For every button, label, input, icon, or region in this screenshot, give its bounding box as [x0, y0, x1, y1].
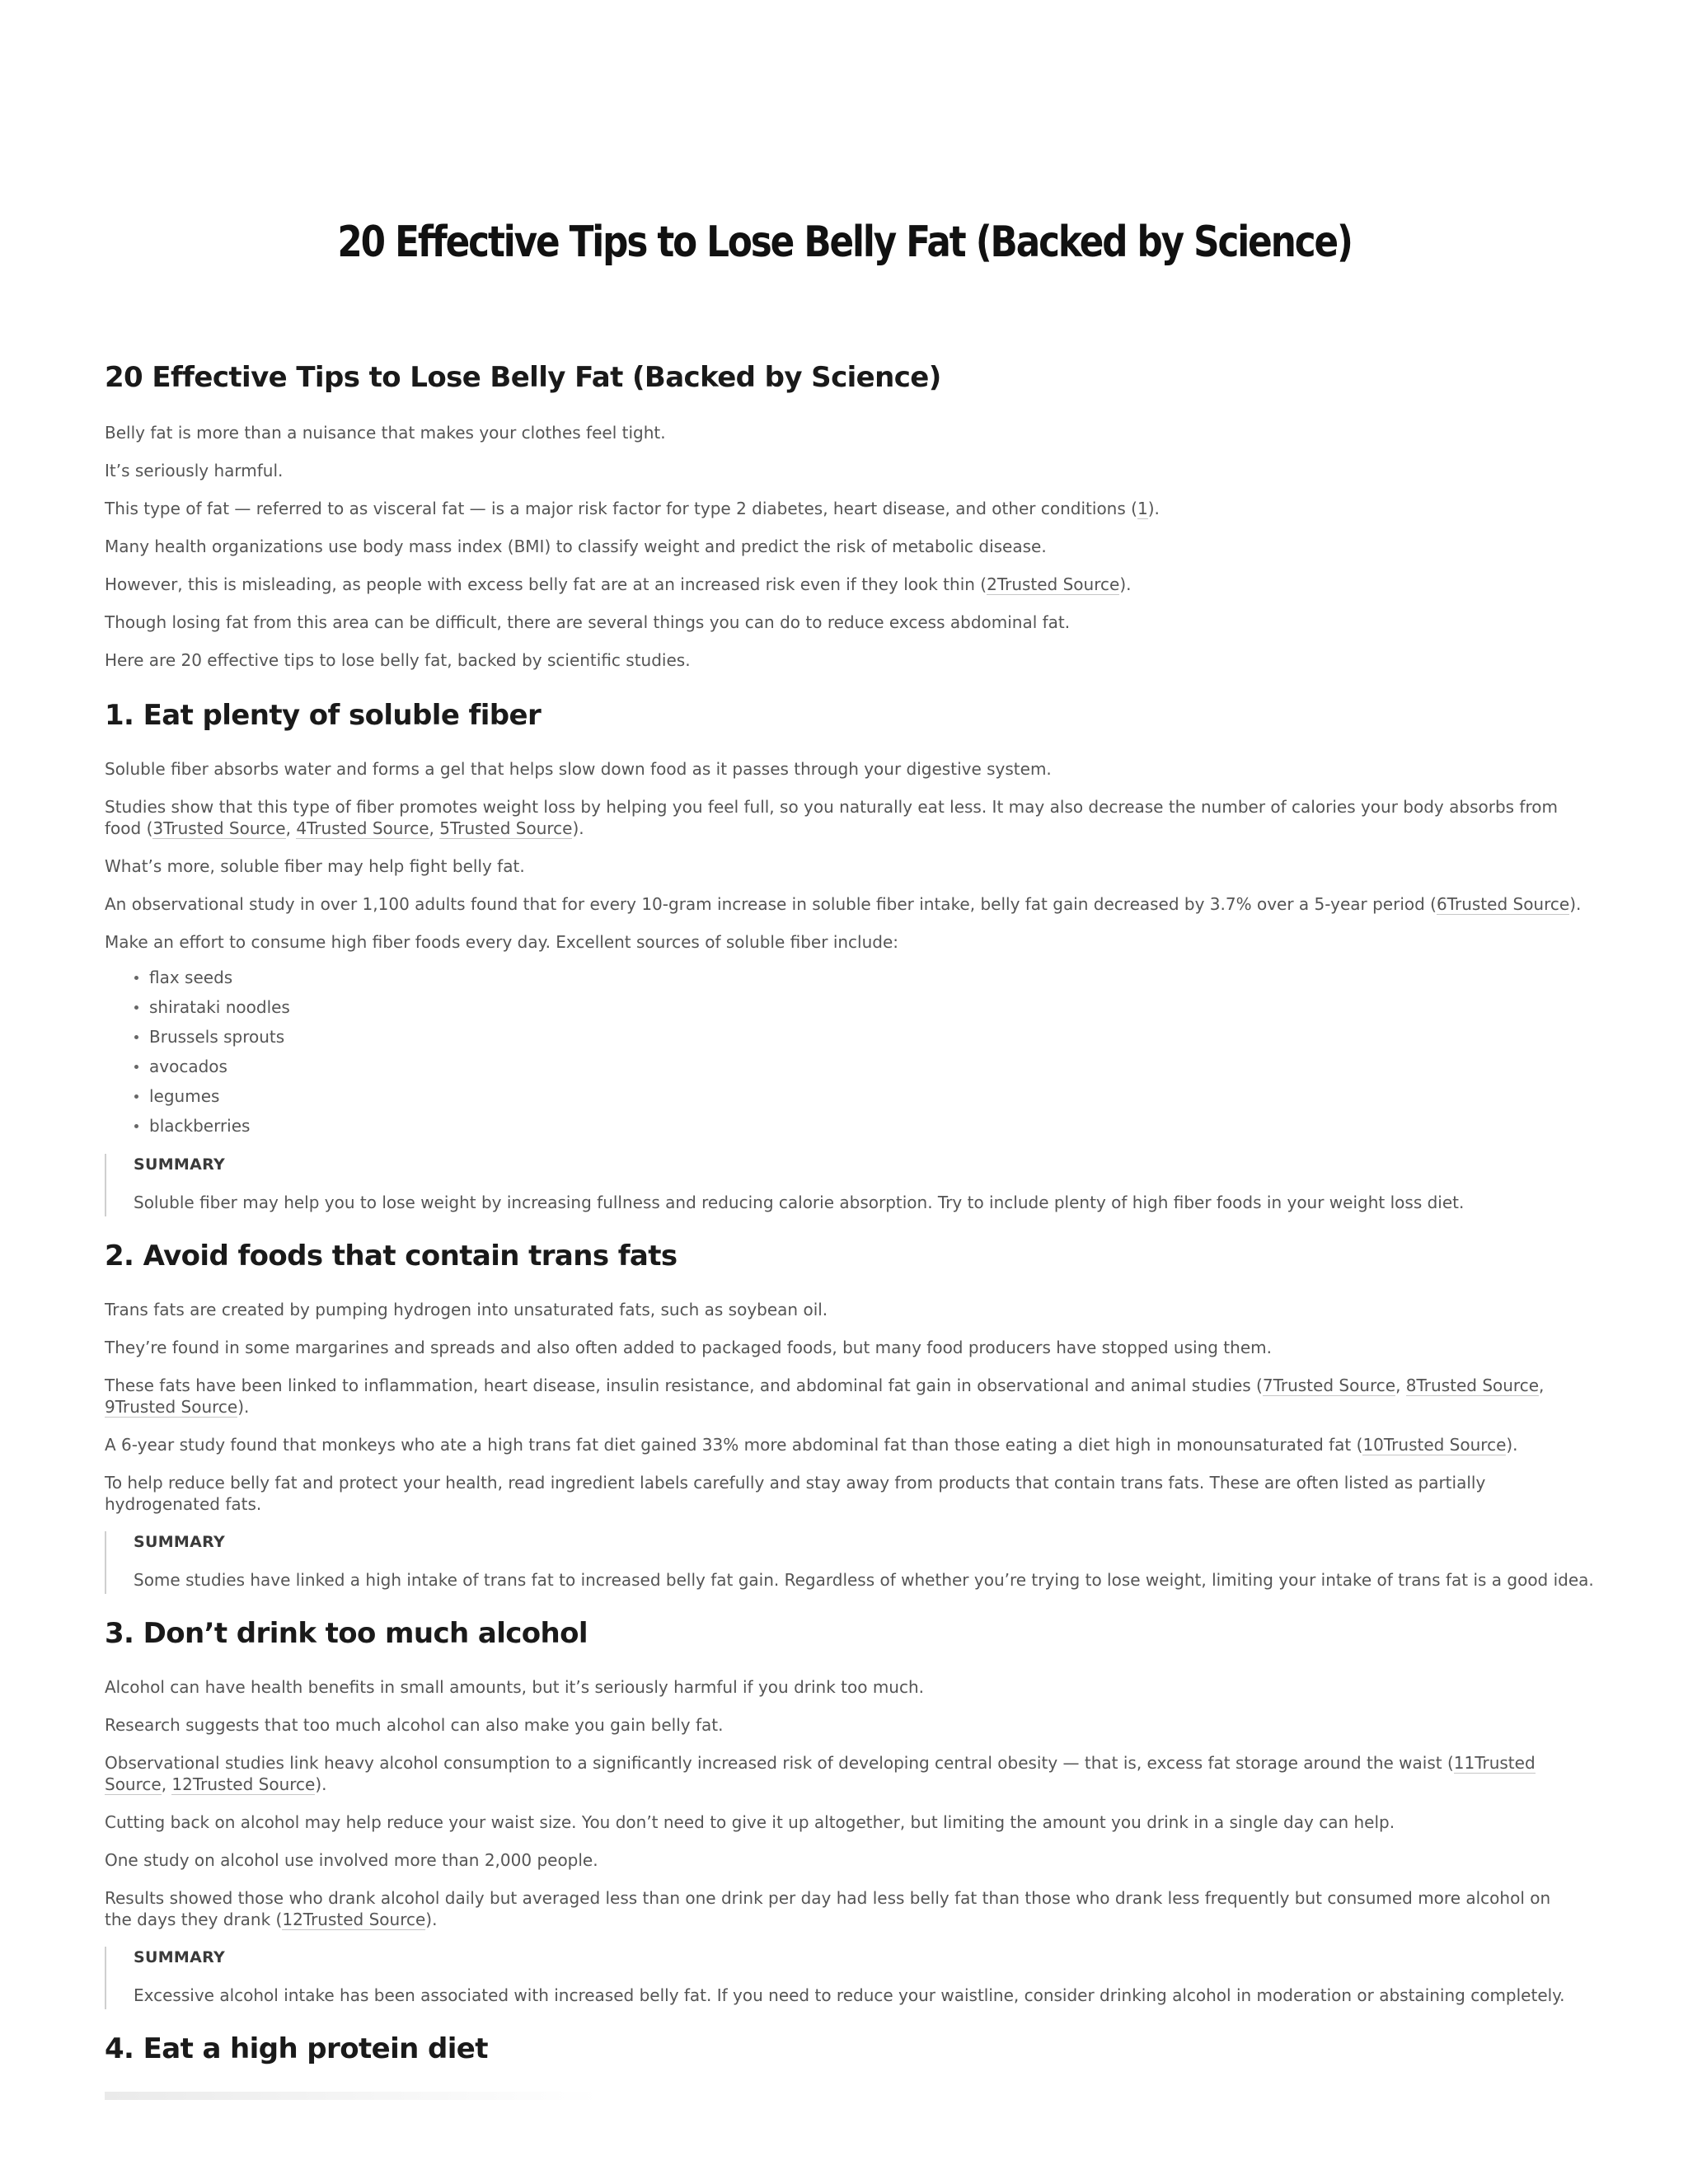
- section-3-paragraph-1: Alcohol can have health benefits in small amounts, but it’s seriously harmful if you drink too much.: [105, 1677, 925, 1697]
- section-3-paragraph-2: Research suggests that too much alcohol can also make you gain belly fat.: [105, 1715, 724, 1735]
- section-3-paragraph-5: One study on alcohol use involved more than 2,000 people.: [105, 1850, 598, 1870]
- source-link-3[interactable]: 3Trusted Source: [152, 818, 286, 838]
- summary-text: Soluble fiber may help you to lose weight by increasing fullness and reducing calorie absorption. Try to include plenty of high fiber foods in your weight loss diet.: [134, 1193, 1465, 1212]
- intro-paragraph-1: Belly fat is more than a nuisance that makes your clothes feel tight.: [105, 423, 666, 443]
- section-3-paragraph-4: Cutting back on alcohol may help reduce your waist size. You don’t need to give it up altogether, but limiting the amount you drink in a single day can help.: [105, 1812, 1395, 1832]
- section-1-paragraph-2-text: Studies show that this type of fiber promotes weight loss by helping you feel full, so you naturally eat less. It may also decrease the number of calories your body absorbs from food (: [105, 797, 1558, 838]
- intro-paragraph-5-text: However, this is misleading, as people with excess belly fat are at an increased risk even if they look thin (: [105, 574, 987, 594]
- section-1-paragraph-1: Soluble fiber absorbs water and forms a gel that helps slow down food as it passes through your digestive system.: [105, 759, 1052, 779]
- close-paren: ).: [1119, 574, 1132, 594]
- section-3-paragraph-6-text: Results showed those who drank alcohol daily but averaged less than one drink per day had less belly fat than those who drank less frequently but consumed more alcohol on the days they drank (: [105, 1888, 1551, 1929]
- section-1-paragraph-2: Studies show that this type of fiber promotes weight loss by helping you feel full, so you naturally eat less. It may also decrease the number of calories your body absorbs from food (3Trusted Source, 4Trusted Source, 5Trusted Source).: [105, 797, 1558, 838]
- list-item: shirataki noodles: [105, 992, 290, 1022]
- section-3-paragraph-3-text: Observational studies link heavy alcohol consumption to a significantly increased risk of developing central obesity — that is, excess fat storage around the waist (: [105, 1753, 1454, 1773]
- summary-label: SUMMARY: [134, 1155, 226, 1174]
- summary-label: SUMMARY: [134, 1948, 226, 1966]
- section-2-paragraph-4: [105, 1434, 1580, 1455]
- section-1-paragraph-3: What’s more, soluble fiber may help fight belly fat.: [105, 856, 525, 876]
- summary-text: Some studies have linked a high intake of trans fat to increased belly fat gain. Regardless of whether you’re trying to lose weight, limiting your intake of trans fat is a good idea.: [134, 1570, 1594, 1590]
- section-3-heading: 3. Don’t drink too much alcohol: [105, 1617, 588, 1650]
- list-item: flax seeds: [105, 963, 290, 992]
- source-link-10[interactable]: 10Trusted Source: [1362, 1435, 1507, 1455]
- section-1-paragraph-4: [105, 893, 1580, 915]
- source-link-11[interactable]: 11Trusted Source: [105, 1753, 1536, 1794]
- intro-paragraph-7: Here are 20 effective tips to lose belly fat, backed by scientific studies.: [105, 650, 691, 670]
- close-paren: ).: [1147, 499, 1160, 518]
- source-link-12b[interactable]: 12Trusted Source: [282, 1910, 426, 1929]
- summary-label: SUMMARY: [134, 1533, 226, 1551]
- section-2-paragraph-5: To help reduce belly fat and protect your health, read ingredient labels carefully and stay away from products that contain trans fats. These are often listed as partially hydrogenated fats.: [105, 1473, 1486, 1514]
- section-2-paragraph-4-text: A 6-year study found that monkeys who ate a high trans fat diet gained 33% more abdominal fat than those eating a diet high in monounsaturated fat (: [105, 1435, 1363, 1455]
- close-paren: ).: [425, 1910, 438, 1929]
- close-paren: ).: [572, 818, 584, 838]
- source-link-6[interactable]: 6Trusted Source: [1436, 894, 1570, 914]
- list-item: legumes: [105, 1081, 290, 1111]
- close-paren: ).: [315, 1774, 327, 1794]
- section-2-heading: 2. Avoid foods that contain trans fats: [105, 1240, 678, 1272]
- list-item: Brussels sprouts: [105, 1022, 290, 1052]
- intro-paragraph-5: [105, 574, 1580, 595]
- section-1-summary: [105, 1154, 1582, 1216]
- source-link-2[interactable]: 2Trusted Source: [987, 574, 1120, 594]
- source-link-4[interactable]: 4Trusted Source: [296, 818, 429, 838]
- list-item: avocados: [105, 1052, 290, 1081]
- cut-off-text-line: [105, 2092, 599, 2100]
- source-link-1[interactable]: 1: [1137, 499, 1148, 518]
- intro-paragraph-6: Though losing fat from this area can be difficult, there are several things you can do to reduce excess abdominal fat.: [105, 612, 1071, 632]
- intro-paragraph-3: [105, 498, 1580, 519]
- source-link-5[interactable]: 5Trusted Source: [439, 818, 573, 838]
- article-heading: 20 Effective Tips to Lose Belly Fat (Backed by Science): [105, 361, 941, 394]
- section-2-paragraph-2: They’re found in some margarines and spreads and also often added to packaged foods, but many food producers have stopped using them.: [105, 1338, 1272, 1357]
- summary-text: Excessive alcohol intake has been associated with increased belly fat. If you need to reduce your waistline, consider drinking alcohol in moderation or abstaining completely.: [134, 1985, 1565, 2005]
- source-link-9[interactable]: 9Trusted Source: [105, 1397, 238, 1417]
- section-2-summary: [105, 1531, 1594, 1594]
- close-paren: ).: [237, 1397, 250, 1417]
- page-title: 20 Effective Tips to Lose Belly Fat (Backed by Science): [337, 218, 1352, 267]
- section-1-paragraph-4-text: An observational study in over 1,100 adults found that for every 10-gram increase in soluble fiber intake, belly fat gain decreased by 3.7% over a 5-year period (: [105, 894, 1437, 914]
- section-3-summary: [105, 1947, 1582, 2009]
- section-2-paragraph-3-text: These fats have been linked to inflammation, heart disease, insulin resistance, and abdominal fat gain in observational and animal studies (: [105, 1376, 1263, 1395]
- source-link-7[interactable]: 7Trusted Source: [1262, 1376, 1396, 1395]
- soluble-fiber-list: [105, 963, 290, 1141]
- section-3-paragraph-6: [105, 1887, 1580, 1930]
- section-2-paragraph-3: These fats have been linked to inflammation, heart disease, insulin resistance, and abdominal fat gain in observational and animal studies (7Trusted Source, 8Trusted Source, 9Trusted Source).: [105, 1376, 1545, 1417]
- list-item: blackberries: [105, 1111, 290, 1141]
- section-1-heading: 1. Eat plenty of soluble fiber: [105, 699, 542, 732]
- section-2-paragraph-1: Trans fats are created by pumping hydrogen into unsaturated fats, such as soybean oil.: [105, 1300, 828, 1319]
- section-1-paragraph-5: Make an effort to consume high fiber foods every day. Excellent sources of soluble fiber include:: [105, 932, 899, 952]
- section-4-heading: 4. Eat a high protein diet: [105, 2032, 488, 2065]
- intro-paragraph-4: Many health organizations use body mass index (BMI) to classify weight and predict the risk of metabolic disease.: [105, 537, 1047, 556]
- source-link-8[interactable]: 8Trusted Source: [1405, 1376, 1540, 1395]
- intro-paragraph-2: It’s seriously harmful.: [105, 461, 284, 480]
- source-link-12[interactable]: 12Trusted Source: [171, 1774, 316, 1794]
- close-paren: ).: [1569, 894, 1582, 914]
- intro-paragraph-3-text: This type of fat — referred to as visceral fat — is a major risk factor for type 2 diabetes, heart disease, and other conditions (: [105, 499, 1137, 518]
- close-paren: ).: [1506, 1435, 1518, 1455]
- section-3-paragraph-3: Observational studies link heavy alcohol consumption to a significantly increased risk of developing central obesity — that is, excess fat storage around the waist (11Trusted Source, 12Trusted Source).: [105, 1753, 1536, 1794]
